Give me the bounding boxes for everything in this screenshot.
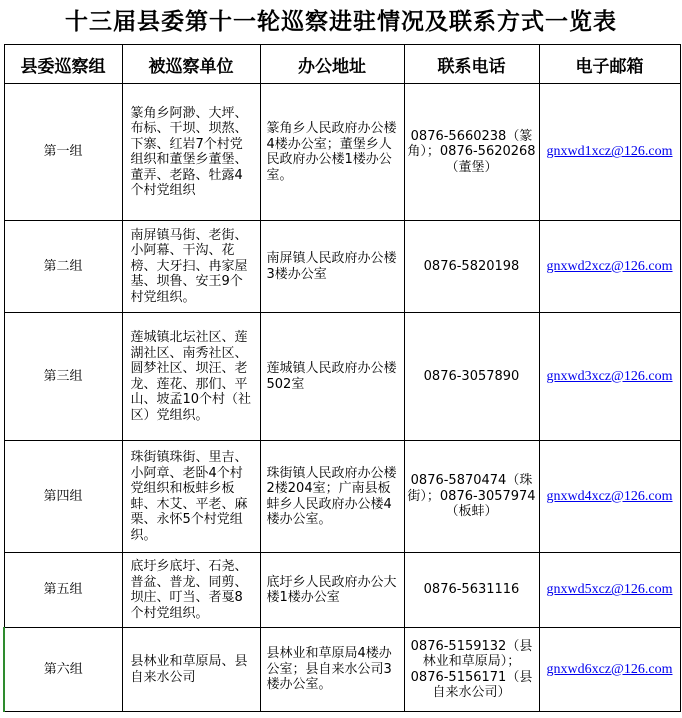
phone-cell: 0876-5660238（篆角）；0876-5620268（董堡）: [404, 84, 539, 221]
page-title: 十三届县委第十一轮巡察进驻情况及联系方式一览表: [65, 8, 617, 35]
table-row: [4, 84, 680, 221]
group-cell: 第六组: [4, 628, 122, 712]
table-row: [4, 553, 680, 628]
table-row: [4, 313, 680, 441]
header-group: 县委巡察组: [4, 45, 122, 84]
group-cell: 第二组: [4, 221, 122, 313]
header-address: 办公地址: [260, 45, 404, 84]
email-cell: [539, 221, 680, 313]
address-cell: 南屏镇人民政府办公楼3楼办公室: [260, 221, 404, 313]
unit-cell: 南屏镇马街、老街、小阿幕、干沟、花榜、大牙扫、冉家屋基、坝鲁、安王9个村党组织。: [122, 221, 260, 313]
address-cell: 莲城镇人民政府办公楼502室: [260, 313, 404, 441]
email-cell: [539, 441, 680, 553]
email-link[interactable]: gnxwd2xcz@126.com: [546, 258, 673, 274]
unit-cell: 珠街镇珠街、里吉、小阿章、老卧4个村党组织和板蚌乡板蚌、木艾、平老、麻栗、永怀5个村党组织。: [122, 441, 260, 553]
email-link[interactable]: gnxwd5xcz@126.com: [546, 582, 673, 598]
group-cell: 第三组: [4, 313, 122, 441]
group-cell: 第一组: [4, 84, 122, 221]
email-cell: [539, 313, 680, 441]
email-link[interactable]: gnxwd1xcz@126.com: [546, 144, 673, 160]
header-phone: 联系电话: [404, 45, 539, 84]
email-link[interactable]: gnxwd3xcz@126.com: [546, 368, 673, 384]
unit-cell: 底圩乡底圩、石尧、普盆、普龙、同剪、坝庄、叮当、者戛8个村党组织。: [122, 553, 260, 628]
address-cell: 珠街镇人民政府办公楼2楼204室；广南县板蚌乡人民政府办公楼4楼办公室。: [260, 441, 404, 553]
email-link[interactable]: gnxwd6xcz@126.com: [546, 661, 673, 677]
table-row: [4, 221, 680, 313]
group-cell: 第五组: [4, 553, 122, 628]
email-cell: [539, 553, 680, 628]
phone-cell: 0876-5820198: [404, 221, 539, 313]
phone-cell: 0876-3057890: [404, 313, 539, 441]
header-unit: 被巡察单位: [122, 45, 260, 84]
address-cell: 县林业和草原局4楼办公室；县自来水公司3楼办公室。: [260, 628, 404, 712]
header-row: [4, 45, 680, 84]
email-link[interactable]: gnxwd4xcz@126.com: [546, 488, 673, 504]
table-row: [4, 628, 680, 712]
unit-cell: 篆角乡阿渺、大坪、布标、干坝、坝熬、下寨、红岩7个村党组织和董堡乡董堡、董弄、老路、牡露4个村党组织: [122, 84, 260, 221]
unit-cell: 莲城镇北坛社区、莲湖社区、南秀社区、圆梦社区、坝汪、老龙、莲花、那们、平山、坡孟10个村（社区）党组织。: [122, 313, 260, 441]
email-cell: [539, 84, 680, 221]
table-row: [4, 441, 680, 553]
email-cell: [539, 628, 680, 712]
header-email: 电子邮箱: [539, 45, 680, 84]
group-cell: 第四组: [4, 441, 122, 553]
phone-cell: 0876-5159132（县林业和草原局）；0876-5156171（县自来水公司）: [404, 628, 539, 712]
unit-cell: 县林业和草原局、县自来水公司: [122, 628, 260, 712]
phone-cell: 0876-5631116: [404, 553, 539, 628]
inspection-table: [3, 44, 681, 712]
address-cell: 篆角乡人民政府办公楼4楼办公室；董堡乡人民政府办公楼1楼办公室。: [260, 84, 404, 221]
phone-cell: 0876-5870474（珠街）；0876-3057974（板蚌）: [404, 441, 539, 553]
address-cell: 底圩乡人民政府办公大楼1楼办公室: [260, 553, 404, 628]
